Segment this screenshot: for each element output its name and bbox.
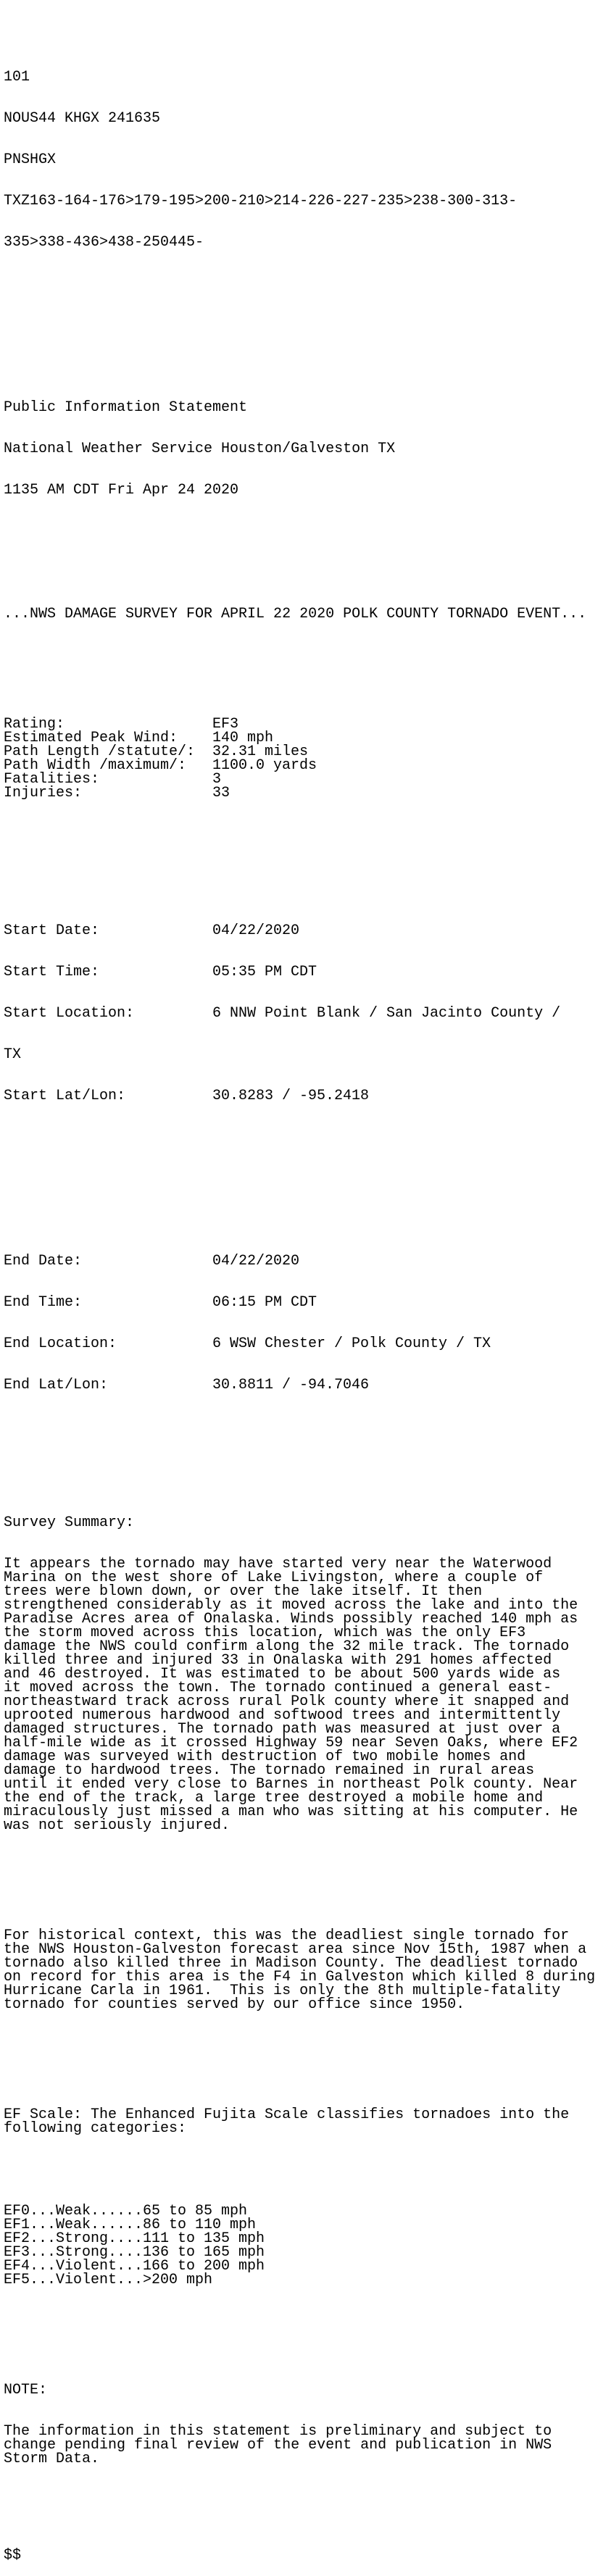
historical-context-line: For historical context, this was the deadliest single tornado for (4, 1927, 570, 1944)
stat-label: Rating: (4, 716, 65, 733)
survey-summary-line: northeastward track across rural Polk county where it snapped and (4, 1693, 570, 1710)
ugc-line: TXZ163-164-176>179-195>200-210>214-226-227-235>238-300-313- (4, 193, 518, 209)
end-date: 04/22/2020 (212, 1253, 300, 1270)
survey-summary-line: damage the NWS could confirm along the 32 mile track. The tornado (4, 1638, 570, 1655)
survey-summary-line: killed three and injured 33 in Onalaska with 291 homes affected (4, 1652, 552, 1669)
stat-value: 32.31 miles (212, 743, 309, 760)
stat-label: Path Length /statute/: (4, 743, 196, 760)
product-name: Public Information Statement (4, 399, 248, 416)
field-label: Start Location: (4, 1005, 135, 1022)
ef-scale-intro-line: EF Scale: The Enhanced Fujita Scale classifies tornadoes into the (4, 2106, 570, 2123)
stat-value: EF3 (212, 716, 239, 733)
field-label: End Date: (4, 1253, 83, 1270)
end-time-row (4, 1296, 598, 1309)
note-line: Storm Data. (4, 2451, 100, 2467)
survey-summary-line: until it ended very close to Barnes in northeast Polk county. Near (4, 1776, 578, 1793)
start-date-row (4, 924, 598, 938)
blank-line (4, 2493, 598, 2507)
ef-scale-category: EF3...Strong....136 to 165 mph (4, 2244, 265, 2261)
start-details (4, 896, 598, 1130)
survey-summary-line: and 46 destroyed. It was estimated to be about 500 yards wide as (4, 1666, 561, 1683)
stat-label: Injuries: (4, 785, 83, 801)
stat-value: 140 mph (212, 730, 274, 746)
ef-scale-category: EF5...Violent...>200 mph (4, 2272, 213, 2288)
start-time: 05:35 PM CDT (212, 964, 317, 980)
ef-scale-intro (4, 2108, 598, 2135)
historical-context-line: tornado also killed three in Madison County. The deadliest tornado (4, 1955, 578, 1972)
survey-summary-line: the storm moved across this location, which was the only EF3 (4, 1625, 526, 1641)
ef-scale-intro-line: following categories: (4, 2120, 187, 2137)
survey-summary-line: Marina on the west shore of Lake Livingston, where a couple of (4, 1570, 544, 1586)
stat-row (4, 772, 598, 786)
blank-line (4, 304, 598, 318)
field-label: End Time: (4, 1294, 83, 1311)
start-latlon-row (4, 1089, 598, 1103)
issuing-office: National Weather Service Houston/Galveston TX (4, 441, 396, 457)
blank-line (4, 1860, 598, 1874)
ugc-line: 335>338-436>438-250445- (4, 234, 204, 251)
stat-label: Fatalities: (4, 771, 100, 788)
historical-context-line: tornado for counties served by our office since 1950. (4, 1996, 465, 2013)
historical-context-line: on record for this area is the F4 in Galveston which killed 8 during (4, 1969, 596, 1985)
ef-scale-category: EF2...Strong....111 to 135 mph (4, 2230, 265, 2247)
historical-context-line: the NWS Houston-Galveston forecast area since Nov 15th, 1987 when a (4, 1941, 587, 1958)
historical-context-text (4, 1929, 598, 2012)
end-location-row (4, 1337, 598, 1351)
ef-scale-category: EF1...Weak......86 to 110 mph (4, 2217, 257, 2233)
blank-line (4, 2039, 598, 2053)
issue-time: 1135 AM CDT Fri Apr 24 2020 (4, 482, 239, 499)
survey-summary-line: It appears the tornado may have started very near the Waterwood (4, 1556, 552, 1572)
awips-id: PNSHGX (4, 151, 57, 168)
field-label: End Lat/Lon: (4, 1377, 109, 1393)
survey-summary-line: was not seriously injured. (4, 1817, 231, 1834)
stat-value: 3 (212, 771, 222, 788)
blank-line (4, 2163, 598, 2177)
blank-line (4, 552, 598, 566)
summary-stats (4, 717, 598, 800)
field-label: End Location: (4, 1335, 117, 1352)
end-latlon: 30.8811 / -94.7046 (212, 1377, 370, 1393)
stat-row (4, 786, 598, 800)
survey-summary-text (4, 1557, 598, 1833)
survey-summary-line: damage to hardwood trees. The tornado remained in rural areas (4, 1762, 535, 1779)
sequence-number: 101 (4, 69, 30, 86)
survey-summary-heading: Survey Summary: (4, 1514, 135, 1531)
product-header (4, 43, 598, 277)
blank-line (4, 649, 598, 662)
survey-summary-line: damaged structures. The tornado path was measured at just over a (4, 1721, 561, 1738)
blank-line (4, 1158, 598, 1172)
note-heading: NOTE: (4, 2382, 48, 2398)
survey-summary-line: it moved across the town. The tornado continued a general east- (4, 1680, 552, 1696)
product-terminator: $$ (4, 2547, 22, 2564)
statement-title (4, 373, 598, 525)
end-time: 06:15 PM CDT (212, 1294, 317, 1311)
blank-line (4, 828, 598, 841)
ef-scale-category: EF0...Weak......65 to 85 mph (4, 2203, 248, 2219)
survey-summary-line: the end of the track, a large tree destroyed a mobile home and (4, 1790, 544, 1806)
note-line: change pending final review of the event and publication in NWS (4, 2437, 552, 2454)
blank-line (4, 2314, 598, 2328)
survey-summary-line: trees were blown down, or over the lake itself. It then (4, 1583, 483, 1600)
note-text (4, 2425, 598, 2466)
field-label: Start Time: (4, 964, 100, 980)
field-label: Start Date: (4, 922, 100, 939)
end-date-row (4, 1254, 598, 1268)
stat-value: 33 (212, 785, 231, 801)
survey-summary-line: half-mile wide as it crossed Highway 59 near Seven Oaks, where EF2 (4, 1735, 578, 1751)
survey-summary-line: Paradise Acres area of Onalaska. Winds possibly reached 140 mph as (4, 1611, 578, 1627)
stat-label: Path Width /maximum/: (4, 757, 187, 774)
note-line: The information in this statement is preliminary and subject to (4, 2423, 552, 2440)
start-location-wrap: TX (4, 1046, 22, 1063)
headline: ...NWS DAMAGE SURVEY FOR APRIL 22 2020 POLK COUNTY TORNADO EVENT... (4, 606, 587, 622)
start-location: 6 NNW Point Blank / San Jacinto County / (212, 1005, 561, 1022)
survey-summary-line: damage was surveyed with destruction of two mobile homes and (4, 1748, 526, 1765)
start-time-row (4, 965, 598, 979)
end-latlon-row (4, 1378, 598, 1392)
survey-summary-line: strengthened considerably as it moved across the lake and into the (4, 1597, 578, 1614)
start-location-row (4, 1006, 598, 1020)
end-location: 6 WSW Chester / Polk County / TX (212, 1335, 491, 1352)
survey-summary-line: miraculously just missed a man who was sitting at his computer. He (4, 1804, 578, 1820)
stat-value: 1100.0 yards (212, 757, 317, 774)
end-details (4, 1227, 598, 1420)
field-label: Start Lat/Lon: (4, 1088, 126, 1104)
survey-summary-line: uprooted numerous hardwood and softwood trees and intermittently (4, 1707, 561, 1724)
historical-context-line: Hurricane Carla in 1961. This is only the 8th multiple-fatality (4, 1983, 561, 1999)
wmo-heading: NOUS44 KHGX 241635 (4, 110, 161, 127)
blank-line (4, 1447, 598, 1461)
start-latlon: 30.8283 / -95.2418 (212, 1088, 370, 1104)
stat-label: Estimated Peak Wind: (4, 730, 178, 746)
ef-scale-category: EF4...Violent...166 to 200 mph (4, 2258, 265, 2275)
start-date: 04/22/2020 (212, 922, 300, 939)
ef-scale-categories (4, 2204, 598, 2287)
